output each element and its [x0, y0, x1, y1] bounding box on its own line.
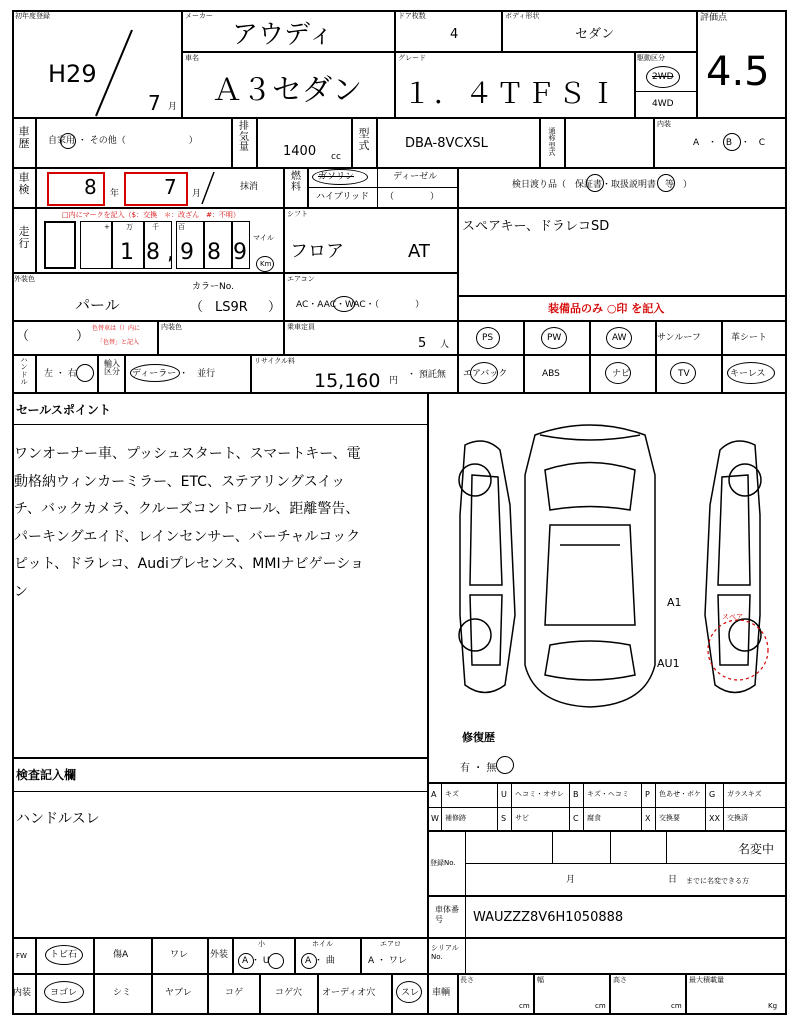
legend-meaning: キズ — [445, 790, 459, 798]
doors-value: 4 — [450, 27, 459, 42]
shaken-massho: 抹消 — [240, 182, 259, 192]
fw-small-label: 小 — [258, 940, 265, 948]
legend-meaning: ガラスキズ — [727, 790, 762, 798]
fw-ext-label: 外装 — [210, 950, 229, 960]
history-label: 車歴 — [18, 125, 30, 150]
drive-4wd: 4WD — [652, 99, 674, 109]
first-reg-month-unit: 月 — [168, 102, 178, 112]
dims-label: 車輌 — [432, 988, 451, 998]
eq-ps: PS — [482, 333, 494, 343]
sales-line: ピット、ドラレコ、Audiプレセンス、MMIナビゲーショ — [14, 556, 365, 572]
history-circle — [60, 133, 76, 149]
int-label: 内装 — [13, 988, 32, 998]
docs-circle-1 — [586, 174, 604, 192]
fw-aero-value: A ・ ワレ — [368, 956, 407, 966]
interior-grade-circle — [723, 133, 741, 151]
drive-2wd-circle — [646, 66, 680, 88]
color-no-paren-r: ） — [268, 300, 282, 315]
mileage-note: □内にマークを記入（$：交換 ＊：改ざん #：不明） — [62, 211, 240, 219]
sales-text — [14, 447, 424, 612]
body-label: ボディ形状 — [505, 12, 540, 20]
shift-label: シフト — [287, 210, 308, 218]
score-label: 評価点 — [700, 13, 728, 23]
handle-label: ハンドル — [20, 356, 28, 387]
handle-value: 左 ・ 右 — [44, 369, 77, 379]
legend-meaning: 色あせ・ボケ — [659, 790, 701, 798]
int-c7: スレ — [401, 988, 420, 998]
diagram-spare: スペア — [722, 613, 743, 621]
registration-meihen: 名変中 — [738, 842, 775, 856]
fuel-hybrid: ハイブリッド — [316, 192, 370, 202]
inspection-divider — [12, 791, 428, 792]
legend-code: XX — [709, 814, 720, 823]
legend-meaning: 腐食 — [587, 814, 601, 822]
tsusho-label: 通称型式 — [548, 127, 556, 158]
eq-ps-circle — [476, 327, 500, 349]
legend-code: C — [573, 814, 579, 823]
int-c5: コゲ穴 — [275, 988, 303, 998]
inspection-title: 検査記入欄 — [16, 768, 77, 782]
first-reg-label: 初年度登録 — [15, 12, 50, 20]
equipment-note: スペアキー、ドラレコSD — [462, 219, 610, 234]
fuel-vdivider — [377, 168, 378, 208]
color-no-value: LS9R — [215, 300, 248, 315]
legend-code: B — [573, 790, 579, 799]
displacement-label: 排気量 — [239, 121, 249, 153]
legend-code: U — [501, 790, 507, 799]
registration-month: 月 — [566, 875, 576, 885]
dims-length-unit: cm — [519, 1002, 530, 1010]
serial-cell — [428, 938, 787, 974]
shaken-month: 7 — [164, 175, 177, 199]
dims-weight-unit: Kg — [768, 1002, 778, 1010]
serial-label: シリアルNo. — [431, 944, 459, 962]
import-circle — [130, 364, 180, 382]
shaken-month-box — [124, 172, 188, 206]
color-change-paren-r: ） — [76, 329, 90, 344]
eq-pw: PW — [547, 333, 562, 343]
car-diagram — [440, 415, 780, 715]
int-c2: シミ — [113, 988, 132, 998]
fw-wheel-value: A ・ 曲 — [305, 956, 335, 966]
fw-c2: 傷A — [113, 950, 129, 960]
inspection-cell — [12, 758, 428, 938]
color-change-note-2: 「色替」と記入 — [97, 339, 140, 346]
mileage-digit-2: 8 — [146, 240, 160, 265]
sales-line: チ、バックカメラ、クルーズコントロール、距離警告、 — [14, 501, 360, 517]
color-label: 外装色 — [14, 275, 35, 283]
legend-meaning: キズ・ヘコミ — [587, 790, 629, 798]
repair-value: 有 ・ 無 — [460, 763, 497, 774]
eq-aw-circle — [606, 327, 632, 349]
eq-keyless: キーレス — [730, 369, 766, 379]
inspection-text: ハンドルスレ — [16, 811, 100, 827]
eq-airbag-circle — [470, 362, 498, 384]
model-value: Ａ３セダン — [212, 73, 363, 108]
recycle-unit: 円 — [389, 376, 399, 386]
fuel-gasoline-circle — [312, 169, 368, 185]
eq-pw-circle — [541, 327, 567, 349]
shaken-slash — [200, 170, 216, 206]
fw-small-value: A ・ U — [242, 956, 270, 966]
eq-tv: TV — [678, 369, 690, 379]
displacement-unit: cc — [331, 152, 341, 162]
fw-wheel-label: ホイル — [312, 940, 333, 948]
int-c1-circle — [44, 981, 84, 1003]
mileage-digit-4: 8 — [207, 240, 221, 265]
registration-note: までに名変できる方 — [686, 877, 749, 885]
fuel-gasoline: ガソリン — [318, 172, 355, 182]
legend-meaning: 補修跡 — [445, 814, 466, 822]
eq-leather: 革シート — [731, 333, 768, 343]
int-c4: コゲ — [225, 988, 244, 998]
eq-aw: AW — [612, 333, 627, 343]
body-value: セダン — [575, 27, 615, 42]
mileage-label: 走行 — [18, 225, 30, 250]
int-c6: オーディオ穴 — [322, 988, 376, 998]
sales-title-divider — [12, 424, 428, 425]
int-c3: ヤブレ — [165, 988, 192, 998]
fw-wheel-circle — [301, 953, 317, 969]
fuel-divider — [308, 187, 458, 188]
history-value: 自家用 ・ その他（ ） — [48, 136, 198, 146]
fw-small-circle-u — [268, 953, 284, 969]
fw-c1-circle — [45, 945, 83, 965]
import-label: 輸入区分 — [104, 359, 120, 377]
mileage-plus-1: + — [104, 223, 110, 231]
fw-label: FW — [16, 952, 27, 960]
mileage-digit-box-0 — [44, 221, 76, 269]
first-reg-month: 7 — [148, 91, 161, 115]
tsusho-cell — [565, 118, 654, 168]
eq-navi: ナビ — [612, 369, 631, 379]
color-no-paren-l: （ — [190, 300, 204, 315]
dims-length: 長さ — [460, 976, 474, 984]
legend-code: P — [645, 790, 650, 799]
shaken-label: 車検 — [18, 171, 30, 196]
maker-label: メーカー — [185, 12, 213, 20]
legend-code: W — [431, 814, 439, 823]
eq-navi-circle — [605, 362, 631, 384]
mileage-km-circle — [256, 256, 274, 272]
mileage-digit-1: 1 — [120, 240, 134, 265]
interior-grade-value: A ・ B ・ C — [693, 138, 769, 148]
fw-c1: トビ石 — [50, 950, 78, 960]
legend-code: S — [501, 814, 507, 823]
equip-title: 装備品のみ ○印 を記入 — [548, 302, 665, 315]
grade-label: グレード — [398, 54, 426, 62]
repair-circle — [496, 756, 514, 774]
shaken-month-unit: 月 — [192, 189, 202, 199]
doors-label: ドア枚数 — [398, 12, 426, 20]
drive-label: 駆動区分 — [637, 54, 665, 62]
legend-code: X — [645, 814, 651, 823]
handle-circle — [76, 364, 94, 382]
color-change-note-1: 色替車は（）内に — [92, 325, 141, 332]
diagram-mark-au1: AU1 — [657, 657, 680, 670]
registration-divider — [466, 863, 787, 864]
dims-height: 高さ — [613, 976, 627, 984]
mileage-hyaku: 百 — [178, 223, 185, 231]
legend-meaning: ヘコミ・オサレ — [515, 790, 564, 798]
score-value: 4.5 — [706, 49, 770, 95]
eq-tv-circle — [670, 362, 696, 384]
mileage-man: 万 — [126, 223, 133, 231]
diagram-mark-a1: A1 — [667, 596, 682, 609]
vin-value: WAUZZZ8V6H1050888 — [473, 910, 624, 925]
drive-divider — [635, 91, 697, 92]
color-no-label: カラーNo. — [192, 282, 234, 292]
grade-value: １．４ＴＦＳＩ — [403, 77, 621, 110]
fuel-hybrid-paren: （ ） — [385, 192, 440, 202]
date-slash — [90, 28, 140, 118]
type-value: DBA-8VCXSL — [405, 136, 488, 151]
int-c1: ヨゴレ — [50, 988, 78, 998]
sales-line: パーキングエイド、レインセンサー、バーチャルコック — [14, 528, 361, 545]
repair-label: 修復歴 — [462, 731, 495, 744]
registration-v2 — [610, 831, 611, 863]
shift-type: AT — [408, 241, 430, 262]
drive-2wd: 2WD — [652, 72, 674, 82]
eq-keyless-circle — [727, 362, 775, 384]
shift-position: フロア — [290, 241, 344, 262]
dims-weight: 最大積載量 — [689, 976, 724, 984]
dims-width-unit: cm — [595, 1002, 606, 1010]
import-value: ディーラー ・ 並行 — [132, 369, 216, 379]
first-reg-year: H29 — [48, 60, 97, 88]
color-value: パール — [75, 296, 120, 314]
mileage-digit-5: 9 — [233, 240, 247, 265]
sales-line: ン — [14, 583, 28, 600]
ac-circle — [333, 296, 355, 312]
capacity-label: 乗車定員 — [287, 323, 315, 331]
mileage-digit-3: 9 — [180, 240, 194, 265]
legend-code: G — [709, 790, 716, 799]
legend-meaning: 交換要 — [659, 814, 680, 822]
interior-color-label: 内装色 — [161, 323, 182, 331]
model-label: 車名 — [185, 54, 199, 62]
recycle-deposit: ・ 預託無 — [407, 370, 446, 380]
eq-airbag: エアバック — [463, 369, 508, 379]
registration-label: 登録No. — [430, 859, 456, 867]
interior-grade-label: 内装 — [657, 120, 671, 128]
fw-small-circle-a — [238, 953, 254, 969]
ac-value: AC・AAC・WAC・（ ） — [296, 300, 425, 310]
legend-code: A — [431, 790, 437, 799]
fuel-label: 燃料 — [291, 171, 301, 193]
fw-c3: ワレ — [170, 950, 189, 960]
mileage-comma: , — [167, 240, 174, 265]
type-label: 型式 — [358, 127, 370, 152]
sales-line: ワンオーナー車、プッシュスタート、スマートキー、電 — [14, 446, 361, 462]
registration-v3 — [666, 831, 667, 863]
dims-height-unit: cm — [671, 1002, 682, 1010]
fuel-diesel: ディーゼル — [393, 172, 438, 182]
sales-line: 動格納ウィンカーミラー、ETC、ステアリングスイッ — [14, 473, 346, 490]
sales-title: セールスポイント — [16, 403, 111, 417]
color-change-paren-l: （ — [16, 329, 30, 344]
docs-value: 検日渡り品（ 保証書・取扱説明書 等 ） — [512, 180, 693, 190]
registration-day: 日 — [668, 875, 678, 885]
docs-circle-2 — [657, 174, 675, 192]
mileage-sen: 千 — [152, 223, 159, 231]
capacity-value: 5 — [418, 336, 427, 351]
recycle-label: リサイクル料 — [254, 357, 296, 365]
dims-width: 幅 — [537, 976, 544, 984]
displacement-value: 1400 — [283, 144, 317, 159]
recycle-value: 15,160 — [314, 370, 381, 392]
maker-value: アウディ — [232, 20, 334, 50]
mileage-mile: マイル — [253, 234, 274, 242]
shaken-year: 8 — [84, 175, 97, 199]
fw-aero-label: エアロ — [380, 940, 401, 948]
legend-meaning: サビ — [515, 814, 529, 822]
legend-meaning: 交換済 — [727, 814, 748, 822]
ac-label: エアコン — [287, 275, 315, 283]
capacity-unit: 人 — [440, 340, 450, 350]
registration-v1 — [552, 831, 553, 863]
shaken-year-unit: 年 — [110, 189, 120, 199]
mileage-km: Km — [260, 260, 272, 268]
eq-abs: ABS — [542, 369, 560, 379]
vin-label: 車体番号 — [435, 905, 459, 925]
int-c7-circle — [396, 981, 422, 1003]
eq-sunroof: サンルーフ — [657, 333, 701, 343]
